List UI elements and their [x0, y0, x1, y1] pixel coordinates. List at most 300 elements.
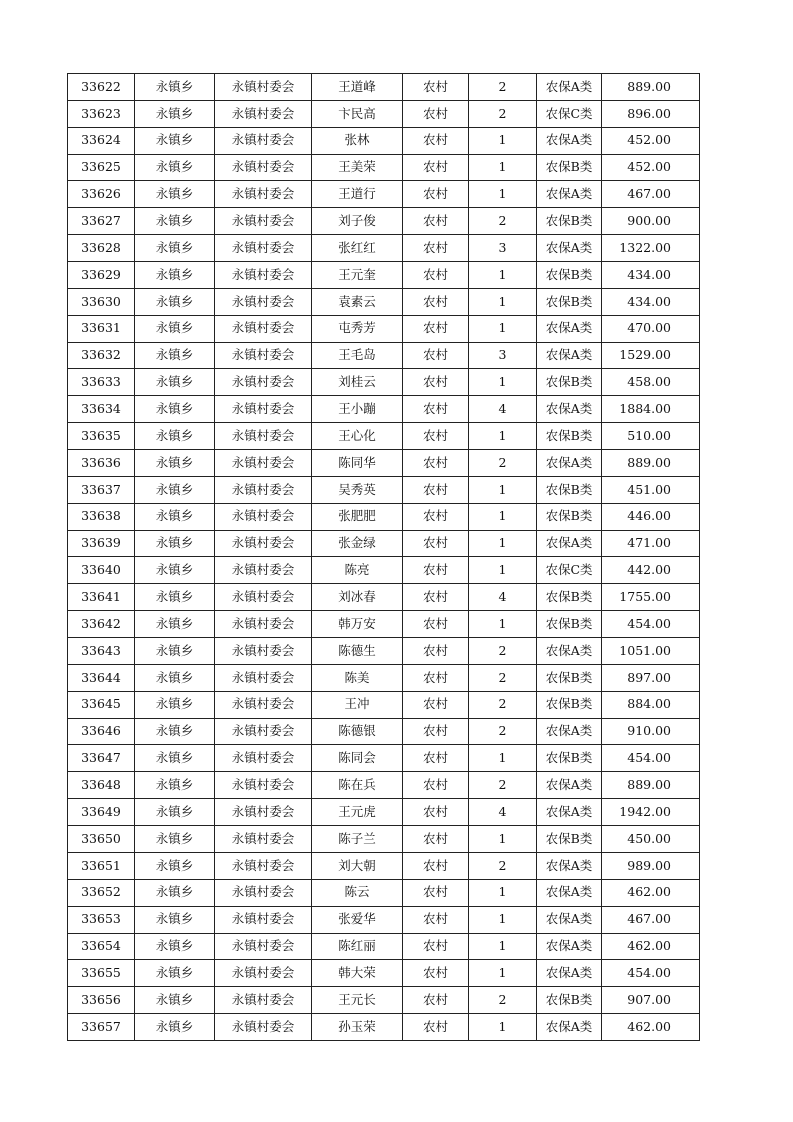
name-cell: 陈红丽: [312, 933, 403, 960]
insurance-category-cell: 农保A类: [537, 342, 602, 369]
insurance-category-cell: 农保A类: [537, 638, 602, 665]
table-row: [68, 933, 700, 960]
member-count-cell: 1: [469, 154, 537, 181]
township-cell: 永镇乡: [135, 799, 215, 826]
village-committee-cell: 永镇村委会: [215, 691, 312, 718]
record-id-cell: 33628: [68, 235, 135, 262]
township-cell: 永镇乡: [135, 745, 215, 772]
member-count-cell: 1: [469, 906, 537, 933]
amount-cell: 467.00: [602, 906, 700, 933]
township-cell: 永镇乡: [135, 638, 215, 665]
table-row: [68, 262, 700, 289]
record-id-cell: 33654: [68, 933, 135, 960]
township-cell: 永镇乡: [135, 369, 215, 396]
household-type-cell: 农村: [403, 450, 469, 477]
member-count-cell: 1: [469, 611, 537, 638]
name-cell: 陈亮: [312, 557, 403, 584]
household-type-cell: 农村: [403, 584, 469, 611]
township-cell: 永镇乡: [135, 423, 215, 450]
township-cell: 永镇乡: [135, 611, 215, 638]
record-id-cell: 33656: [68, 987, 135, 1014]
table-row: [68, 503, 700, 530]
insurance-category-cell: 农保A类: [537, 960, 602, 987]
amount-cell: 451.00: [602, 476, 700, 503]
household-type-cell: 农村: [403, 960, 469, 987]
village-committee-cell: 永镇村委会: [215, 906, 312, 933]
township-cell: 永镇乡: [135, 208, 215, 235]
table-row: [68, 879, 700, 906]
insurance-category-cell: 农保A类: [537, 1014, 602, 1041]
name-cell: 刘大朝: [312, 852, 403, 879]
village-committee-cell: 永镇村委会: [215, 288, 312, 315]
insurance-category-cell: 农保B类: [537, 745, 602, 772]
township-cell: 永镇乡: [135, 100, 215, 127]
township-cell: 永镇乡: [135, 772, 215, 799]
township-cell: 永镇乡: [135, 987, 215, 1014]
township-cell: 永镇乡: [135, 315, 215, 342]
amount-cell: 434.00: [602, 262, 700, 289]
household-type-cell: 农村: [403, 826, 469, 853]
amount-cell: 889.00: [602, 74, 700, 101]
household-type-cell: 农村: [403, 74, 469, 101]
table-row: [68, 127, 700, 154]
insurance-category-cell: 农保C类: [537, 557, 602, 584]
village-committee-cell: 永镇村委会: [215, 987, 312, 1014]
name-cell: 王毛岛: [312, 342, 403, 369]
village-committee-cell: 永镇村委会: [215, 772, 312, 799]
insurance-category-cell: 农保B类: [537, 208, 602, 235]
member-count-cell: 1: [469, 745, 537, 772]
record-id-cell: 33646: [68, 718, 135, 745]
member-count-cell: 1: [469, 369, 537, 396]
name-cell: 吴秀英: [312, 476, 403, 503]
table-row: [68, 584, 700, 611]
household-type-cell: 农村: [403, 906, 469, 933]
member-count-cell: 1: [469, 262, 537, 289]
household-type-cell: 农村: [403, 503, 469, 530]
insurance-category-cell: 农保A类: [537, 450, 602, 477]
household-type-cell: 农村: [403, 262, 469, 289]
amount-cell: 462.00: [602, 933, 700, 960]
member-count-cell: 2: [469, 664, 537, 691]
table-row: [68, 1014, 700, 1041]
township-cell: 永镇乡: [135, 235, 215, 262]
member-count-cell: 2: [469, 100, 537, 127]
household-type-cell: 农村: [403, 100, 469, 127]
name-cell: 孙玉荣: [312, 1014, 403, 1041]
record-id-cell: 33644: [68, 664, 135, 691]
member-count-cell: 2: [469, 638, 537, 665]
name-cell: 韩万安: [312, 611, 403, 638]
record-id-cell: 33627: [68, 208, 135, 235]
table-row: [68, 288, 700, 315]
member-count-cell: 2: [469, 74, 537, 101]
household-type-cell: 农村: [403, 127, 469, 154]
amount-cell: 446.00: [602, 503, 700, 530]
member-count-cell: 1: [469, 557, 537, 584]
record-id-cell: 33652: [68, 879, 135, 906]
record-id-cell: 33637: [68, 476, 135, 503]
amount-cell: 896.00: [602, 100, 700, 127]
member-count-cell: 1: [469, 476, 537, 503]
township-cell: 永镇乡: [135, 530, 215, 557]
member-count-cell: 1: [469, 960, 537, 987]
village-committee-cell: 永镇村委会: [215, 611, 312, 638]
household-type-cell: 农村: [403, 396, 469, 423]
insurance-category-cell: 农保B类: [537, 691, 602, 718]
household-type-cell: 农村: [403, 799, 469, 826]
township-cell: 永镇乡: [135, 584, 215, 611]
record-id-cell: 33626: [68, 181, 135, 208]
village-committee-cell: 永镇村委会: [215, 664, 312, 691]
amount-cell: 442.00: [602, 557, 700, 584]
member-count-cell: 1: [469, 1014, 537, 1041]
member-count-cell: 1: [469, 530, 537, 557]
name-cell: 陈云: [312, 879, 403, 906]
insurance-category-cell: 农保B类: [537, 423, 602, 450]
record-id-cell: 33634: [68, 396, 135, 423]
table-row: [68, 342, 700, 369]
record-id-cell: 33641: [68, 584, 135, 611]
member-count-cell: 2: [469, 987, 537, 1014]
name-cell: 王美荣: [312, 154, 403, 181]
village-committee-cell: 永镇村委会: [215, 208, 312, 235]
name-cell: 陈同会: [312, 745, 403, 772]
member-count-cell: 1: [469, 127, 537, 154]
village-committee-cell: 永镇村委会: [215, 450, 312, 477]
household-type-cell: 农村: [403, 476, 469, 503]
township-cell: 永镇乡: [135, 826, 215, 853]
table-row: [68, 557, 700, 584]
household-type-cell: 农村: [403, 664, 469, 691]
amount-cell: 452.00: [602, 127, 700, 154]
table-row: [68, 852, 700, 879]
household-type-cell: 农村: [403, 288, 469, 315]
name-cell: 张爱华: [312, 906, 403, 933]
village-committee-cell: 永镇村委会: [215, 342, 312, 369]
insurance-category-cell: 农保B类: [537, 584, 602, 611]
village-committee-cell: 永镇村委会: [215, 74, 312, 101]
insurance-category-cell: 农保A类: [537, 906, 602, 933]
record-id-cell: 33648: [68, 772, 135, 799]
table-row: [68, 74, 700, 101]
insurance-category-cell: 农保B类: [537, 826, 602, 853]
member-count-cell: 1: [469, 181, 537, 208]
record-id-cell: 33645: [68, 691, 135, 718]
village-committee-cell: 永镇村委会: [215, 530, 312, 557]
amount-cell: 910.00: [602, 718, 700, 745]
record-id-cell: 33635: [68, 423, 135, 450]
village-committee-cell: 永镇村委会: [215, 584, 312, 611]
amount-cell: 889.00: [602, 450, 700, 477]
village-committee-cell: 永镇村委会: [215, 100, 312, 127]
record-id-cell: 33653: [68, 906, 135, 933]
record-id-cell: 33649: [68, 799, 135, 826]
insurance-category-cell: 农保A类: [537, 315, 602, 342]
township-cell: 永镇乡: [135, 691, 215, 718]
village-committee-cell: 永镇村委会: [215, 503, 312, 530]
insurance-category-cell: 农保B类: [537, 369, 602, 396]
member-count-cell: 3: [469, 235, 537, 262]
table-row: [68, 315, 700, 342]
member-count-cell: 2: [469, 691, 537, 718]
household-type-cell: 农村: [403, 772, 469, 799]
amount-cell: 454.00: [602, 960, 700, 987]
name-cell: 王元虎: [312, 799, 403, 826]
insurance-category-cell: 农保A类: [537, 235, 602, 262]
table-row: [68, 638, 700, 665]
village-committee-cell: 永镇村委会: [215, 476, 312, 503]
village-committee-cell: 永镇村委会: [215, 745, 312, 772]
table-row: [68, 530, 700, 557]
amount-cell: 454.00: [602, 745, 700, 772]
township-cell: 永镇乡: [135, 906, 215, 933]
name-cell: 张肥肥: [312, 503, 403, 530]
table-row: [68, 181, 700, 208]
village-committee-cell: 永镇村委会: [215, 933, 312, 960]
member-count-cell: 2: [469, 718, 537, 745]
insurance-category-cell: 农保B类: [537, 664, 602, 691]
amount-cell: 1884.00: [602, 396, 700, 423]
member-count-cell: 2: [469, 450, 537, 477]
name-cell: 陈在兵: [312, 772, 403, 799]
household-type-cell: 农村: [403, 611, 469, 638]
insurance-category-cell: 农保B类: [537, 476, 602, 503]
amount-cell: 454.00: [602, 611, 700, 638]
insurance-category-cell: 农保A类: [537, 718, 602, 745]
insurance-category-cell: 农保A类: [537, 772, 602, 799]
table-row: [68, 369, 700, 396]
amount-cell: 450.00: [602, 826, 700, 853]
member-count-cell: 1: [469, 315, 537, 342]
insurance-category-cell: 农保A类: [537, 181, 602, 208]
household-type-cell: 农村: [403, 933, 469, 960]
township-cell: 永镇乡: [135, 181, 215, 208]
member-count-cell: 1: [469, 503, 537, 530]
amount-cell: 471.00: [602, 530, 700, 557]
amount-cell: 470.00: [602, 315, 700, 342]
township-cell: 永镇乡: [135, 450, 215, 477]
name-cell: 陈美: [312, 664, 403, 691]
household-type-cell: 农村: [403, 852, 469, 879]
name-cell: 陈子兰: [312, 826, 403, 853]
township-cell: 永镇乡: [135, 262, 215, 289]
record-id-cell: 33647: [68, 745, 135, 772]
table-row: [68, 396, 700, 423]
township-cell: 永镇乡: [135, 852, 215, 879]
amount-cell: 897.00: [602, 664, 700, 691]
household-type-cell: 农村: [403, 208, 469, 235]
table-row: [68, 154, 700, 181]
household-type-cell: 农村: [403, 154, 469, 181]
amount-cell: 452.00: [602, 154, 700, 181]
record-id-cell: 33657: [68, 1014, 135, 1041]
village-committee-cell: 永镇村委会: [215, 852, 312, 879]
records-table: [67, 73, 700, 1041]
name-cell: 刘桂云: [312, 369, 403, 396]
table-row: [68, 718, 700, 745]
household-type-cell: 农村: [403, 718, 469, 745]
record-id-cell: 33650: [68, 826, 135, 853]
table-row: [68, 476, 700, 503]
household-type-cell: 农村: [403, 342, 469, 369]
village-committee-cell: 永镇村委会: [215, 369, 312, 396]
member-count-cell: 2: [469, 208, 537, 235]
name-cell: 张林: [312, 127, 403, 154]
village-committee-cell: 永镇村委会: [215, 826, 312, 853]
amount-cell: 1942.00: [602, 799, 700, 826]
household-type-cell: 农村: [403, 691, 469, 718]
insurance-category-cell: 农保B类: [537, 262, 602, 289]
name-cell: 陈德生: [312, 638, 403, 665]
name-cell: 韩大荣: [312, 960, 403, 987]
record-id-cell: 33636: [68, 450, 135, 477]
township-cell: 永镇乡: [135, 718, 215, 745]
township-cell: 永镇乡: [135, 933, 215, 960]
table-row: [68, 664, 700, 691]
amount-cell: 1051.00: [602, 638, 700, 665]
record-id-cell: 33651: [68, 852, 135, 879]
name-cell: 王冲: [312, 691, 403, 718]
household-type-cell: 农村: [403, 235, 469, 262]
insurance-category-cell: 农保C类: [537, 100, 602, 127]
township-cell: 永镇乡: [135, 154, 215, 181]
insurance-category-cell: 农保A类: [537, 74, 602, 101]
record-id-cell: 33622: [68, 74, 135, 101]
amount-cell: 900.00: [602, 208, 700, 235]
village-committee-cell: 永镇村委会: [215, 315, 312, 342]
insurance-category-cell: 农保A类: [537, 799, 602, 826]
name-cell: 王心化: [312, 423, 403, 450]
table-row: [68, 100, 700, 127]
table-row: [68, 799, 700, 826]
table-row: [68, 423, 700, 450]
member-count-cell: 4: [469, 396, 537, 423]
record-id-cell: 33625: [68, 154, 135, 181]
amount-cell: 1322.00: [602, 235, 700, 262]
household-type-cell: 农村: [403, 423, 469, 450]
village-committee-cell: 永镇村委会: [215, 181, 312, 208]
record-id-cell: 33638: [68, 503, 135, 530]
township-cell: 永镇乡: [135, 127, 215, 154]
name-cell: 刘子俊: [312, 208, 403, 235]
table-row: [68, 235, 700, 262]
name-cell: 屯秀芳: [312, 315, 403, 342]
township-cell: 永镇乡: [135, 288, 215, 315]
name-cell: 张红红: [312, 235, 403, 262]
record-id-cell: 33623: [68, 100, 135, 127]
name-cell: 陈德银: [312, 718, 403, 745]
name-cell: 陈同华: [312, 450, 403, 477]
name-cell: 张金绿: [312, 530, 403, 557]
insurance-category-cell: 农保B类: [537, 288, 602, 315]
table-row: [68, 450, 700, 477]
amount-cell: 1755.00: [602, 584, 700, 611]
household-type-cell: 农村: [403, 1014, 469, 1041]
household-type-cell: 农村: [403, 745, 469, 772]
table-row: [68, 745, 700, 772]
village-committee-cell: 永镇村委会: [215, 127, 312, 154]
member-count-cell: 4: [469, 584, 537, 611]
township-cell: 永镇乡: [135, 342, 215, 369]
household-type-cell: 农村: [403, 879, 469, 906]
township-cell: 永镇乡: [135, 74, 215, 101]
member-count-cell: 2: [469, 772, 537, 799]
member-count-cell: 3: [469, 342, 537, 369]
insurance-category-cell: 农保B类: [537, 987, 602, 1014]
record-id-cell: 33632: [68, 342, 135, 369]
amount-cell: 1529.00: [602, 342, 700, 369]
township-cell: 永镇乡: [135, 1014, 215, 1041]
insurance-category-cell: 农保B类: [537, 503, 602, 530]
insurance-category-cell: 农保A类: [537, 852, 602, 879]
township-cell: 永镇乡: [135, 396, 215, 423]
household-type-cell: 农村: [403, 557, 469, 584]
village-committee-cell: 永镇村委会: [215, 718, 312, 745]
member-count-cell: 1: [469, 933, 537, 960]
table-row: [68, 826, 700, 853]
record-id-cell: 33643: [68, 638, 135, 665]
member-count-cell: 1: [469, 423, 537, 450]
village-committee-cell: 永镇村委会: [215, 557, 312, 584]
amount-cell: 907.00: [602, 987, 700, 1014]
name-cell: 王道行: [312, 181, 403, 208]
village-committee-cell: 永镇村委会: [215, 879, 312, 906]
record-id-cell: 33631: [68, 315, 135, 342]
amount-cell: 889.00: [602, 772, 700, 799]
member-count-cell: 1: [469, 879, 537, 906]
member-count-cell: 1: [469, 826, 537, 853]
household-type-cell: 农村: [403, 530, 469, 557]
amount-cell: 510.00: [602, 423, 700, 450]
table-row: [68, 208, 700, 235]
amount-cell: 467.00: [602, 181, 700, 208]
household-type-cell: 农村: [403, 315, 469, 342]
village-committee-cell: 永镇村委会: [215, 423, 312, 450]
village-committee-cell: 永镇村委会: [215, 638, 312, 665]
village-committee-cell: 永镇村委会: [215, 262, 312, 289]
name-cell: 王元长: [312, 987, 403, 1014]
name-cell: 王小蹦: [312, 396, 403, 423]
village-committee-cell: 永镇村委会: [215, 235, 312, 262]
name-cell: 王道峰: [312, 74, 403, 101]
insurance-category-cell: 农保A类: [537, 879, 602, 906]
village-committee-cell: 永镇村委会: [215, 154, 312, 181]
name-cell: 王元奎: [312, 262, 403, 289]
record-id-cell: 33630: [68, 288, 135, 315]
amount-cell: 434.00: [602, 288, 700, 315]
insurance-category-cell: 农保A类: [537, 127, 602, 154]
member-count-cell: 4: [469, 799, 537, 826]
township-cell: 永镇乡: [135, 476, 215, 503]
township-cell: 永镇乡: [135, 960, 215, 987]
village-committee-cell: 永镇村委会: [215, 799, 312, 826]
township-cell: 永镇乡: [135, 557, 215, 584]
record-id-cell: 33629: [68, 262, 135, 289]
table-row: [68, 691, 700, 718]
insurance-category-cell: 农保A类: [537, 933, 602, 960]
insurance-category-cell: 农保B类: [537, 154, 602, 181]
insurance-category-cell: 农保A类: [537, 396, 602, 423]
township-cell: 永镇乡: [135, 879, 215, 906]
record-id-cell: 33624: [68, 127, 135, 154]
record-id-cell: 33639: [68, 530, 135, 557]
table-row: [68, 960, 700, 987]
member-count-cell: 2: [469, 852, 537, 879]
record-id-cell: 33640: [68, 557, 135, 584]
township-cell: 永镇乡: [135, 664, 215, 691]
amount-cell: 884.00: [602, 691, 700, 718]
